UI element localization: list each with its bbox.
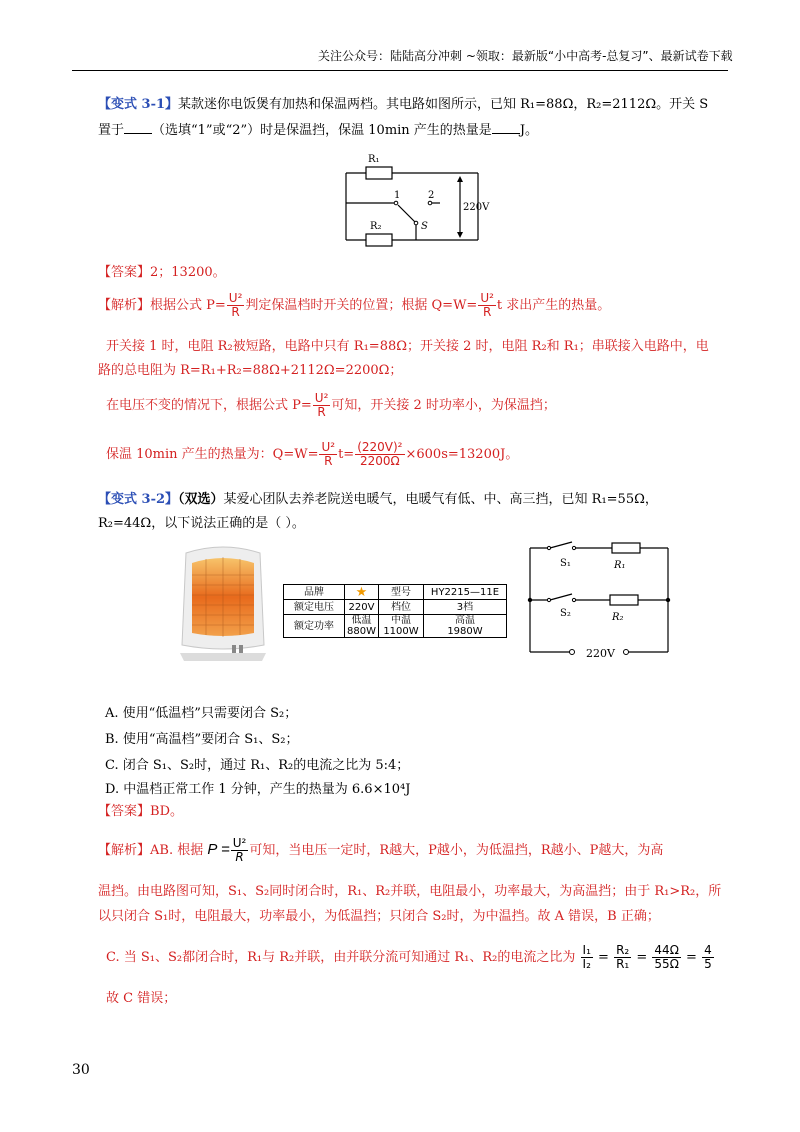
option-c[interactable]: C. 闭合 S₁、S₂时，通过 R₁、R₂的电流之比为 5:4； [105,758,410,773]
spec-cell: 型号 [378,585,423,600]
q31-circuit-diagram [330,148,490,253]
q31-circuit-r1: R₁ [368,154,380,165]
q31-circuit-voltage: 220V [463,202,490,213]
q31-stem1: 某款迷你电饭煲有加热和保温两档。其电路如图所示，已知 R₁=88Ω，R₂=2112Ω。开关 S [178,97,709,112]
q31-a5-post: ×600s=13200J。 [405,447,519,462]
q31-a1-mid: 判定保温档时开关的位置；根据 Q=W= [245,298,478,313]
q32-answer-tag: 【答案】 [98,804,151,819]
page-header: 关注公众号：陆陆高分冲刺 ~领取：最新版“小中高考-总复习”、最新试卷下载 [318,49,733,63]
q32-b1-fraction: $\frac{\text{U²}}{R}$ [232,836,247,864]
equals-sign: = [598,950,609,965]
q31-a1-pre: 根据公式 P= [150,298,226,313]
q31-a4-fraction: $\frac{\text{U²}}{R}$ [314,391,329,419]
q31-analysis-5 [106,440,518,470]
q32-answer-text: BD。 [150,804,183,819]
formula-p: P = [207,841,230,858]
q31-a5-pre: 保温 10min 产生的热量为：Q=W= [106,447,319,462]
value-ratio-fraction: $\frac{44\Omega}{55\Omega}$ [654,943,679,971]
q31-analysis-tag: 【解析】 [98,298,151,313]
q32-analysis-1 [98,834,663,867]
q31-tag: 【变式 3-1】 [98,97,179,112]
q31-stem2a: 置于 [98,123,125,138]
q31-circuit-r2: R₂ [370,221,382,232]
q31-circuit-t1: 1 [394,190,401,201]
spec-row-2 [284,600,507,615]
q31-a1-fraction2: $\frac{\text{U²}}{R}$ [480,291,494,319]
q31-a5-mid: t= [338,447,355,462]
q31-blank2[interactable] [492,121,520,134]
q31-answer-tag: 【答案】 [98,265,151,280]
q32-analysis-3: 以只闭合 S₁时，电阻最大，功率最小，为低温挡；只闭合 S₂时，为中温挡。故 A 错误，B 正确； [98,909,660,924]
equals-sign: = [636,950,648,965]
q31-a1-post: t 求出产生的热量。 [496,298,611,313]
q32-stem1: 某爱心团队去养老院送电暖气，电暖气有低、中、高三挡，已知 R₁=55Ω， [223,492,658,507]
q32-line2: R₂=44Ω，以下说法正确的是（ ）。 [98,516,305,531]
q31-a5-fraction2: $\frac{\text{(220V)²}}{2200\Omega}$ [357,440,403,468]
q32-analysis-4 [106,940,715,976]
result-fraction: $\frac{4}{5}$ [704,943,712,971]
q31-analysis-2: 开关接 1 时，电阻 R₂被短路，电路中只有 R₁=88Ω；开关接 2 时，电阻 R₂和 R₁；串联接入电路中，电 [106,339,709,354]
q31-answer-text: 2；13200。 [150,265,226,280]
q32-tag-multi: （双选） [178,492,224,507]
q32-circuit-r1: R₁ [614,560,626,571]
q31-stem2c: J。 [519,123,539,138]
option-d[interactable]: D. 中温档正常工作 1 分钟，产生的热量为 6.6×10⁴J [105,782,411,797]
q32-answer [98,803,183,821]
resistance-ratio-fraction: $\frac{\text{R₂}}{\text{R₁}}$ [616,943,630,971]
spec-cell: 220V [345,600,379,615]
spec-cell: 额定功率 [284,615,345,638]
spec-cell: 中温 1100W [378,615,423,638]
q31-a4-post: 可知，开关接 2 时功率小，为保温挡； [331,398,556,413]
option-b[interactable]: B. 使用“高温档”要闭合 S₁、S₂； [105,732,299,747]
q31-answer [98,264,226,282]
spec-cell: 3档 [423,600,506,615]
header-divider [72,70,728,71]
option-a[interactable]: A. 使用“低温档”只需要闭合 S₂； [105,706,298,721]
q32-tag: 【变式 3-2】 [98,492,179,507]
q31-analysis-4 [106,392,556,420]
q32-circuit-diagram [520,540,680,662]
q31-circuit-t2: 2 [428,190,435,201]
spec-cell: 品牌 [284,585,345,600]
q32-analysis-tag: 【解析】 [98,843,151,858]
q31-line1 [98,96,708,114]
spec-cell: 额定电压 [284,600,345,615]
q32-b1-pre: AB. 根据 [150,843,204,858]
spec-table [283,584,507,638]
q32-b4-pre: C. 当 S₁、S₂都闭合时，R₁与 R₂并联，由并联分流可知通过 R₁、R₂的电流之比为 [106,950,576,965]
spec-row-3 [284,615,507,638]
q31-a5-fraction1: $\frac{\text{U²}}{R}$ [321,440,336,468]
current-ratio-fraction: $\frac{\text{I₁}}{\text{I₂}}$ [582,943,591,971]
spec-cell: HY2215—11E [423,585,506,600]
heater-image [176,545,271,663]
q31-stem2b: （选填“1”或“2”）时是保温挡，保温 10min 产生的热量是 [152,123,492,138]
q31-blank1[interactable] [124,121,152,134]
q32-circuit-r2: R₂ [612,612,624,623]
page-number: 30 [72,1062,90,1078]
spec-cell: 档位 [378,600,423,615]
q31-analysis-1 [98,292,610,320]
q32-analysis-2: 温挡。由电路图可知，S₁、S₂同时闭合时，R₁、R₂并联，电阻最小，功率最大，为高温挡；由于 R₁>R₂，所 [98,884,722,899]
q32-circuit-s2: S₂ [560,608,571,619]
spec-cell: 高温 1980W [423,615,506,638]
q32-line1 [98,491,658,509]
spec-row-1 [284,585,507,600]
q31-analysis-3: 路的总电阻为 R=R₁+R₂=88Ω+2112Ω=2200Ω； [98,363,403,378]
equals-sign: = [686,950,697,965]
q31-line2 [98,121,538,140]
q31-a4-pre: 在电压不变的情况下，根据公式 P= [106,398,312,413]
q32-circuit-s1: S₁ [560,558,571,569]
star-icon: ★ [345,585,379,600]
spec-cell: 低温 880W [345,615,379,638]
q31-a1-fraction: $\frac{\text{U²}}{R}$ [228,291,243,319]
q32-circuit-voltage: 220V [586,647,615,660]
q32-analysis-5: 故 C 错误； [106,991,177,1006]
q31-circuit-s: S [421,221,428,232]
q32-b1-post: 可知，当电压一定时，R越大，P越小，为低温挡，R越小、P越大，为高 [249,843,664,858]
